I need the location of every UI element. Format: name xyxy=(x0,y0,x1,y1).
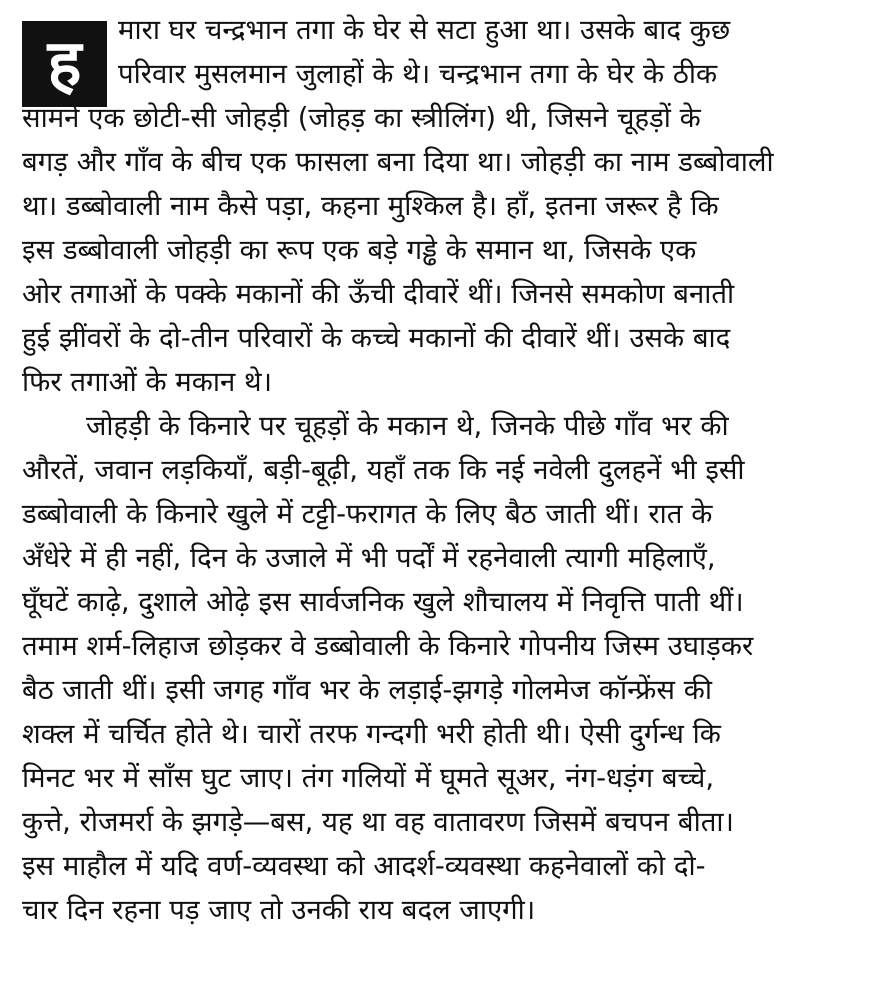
text-line: बगड़ और गाँव के बीच एक फासला बना दिया था। जोहड़ी का नाम डब्बोवाली xyxy=(22,146,774,178)
text-line: बैठ जाती थीं। इसी जगह गाँव भर के लड़ाई-झगड़े गोलमेज कॉन्फ्रेंस की xyxy=(22,674,712,706)
text-line: अँधेरे में ही नहीं, दिन के उजाले में भी पर्दों में रहनेवाली त्यागी महिलाएँ, xyxy=(22,542,716,574)
text-line: मिनट भर में साँस घुट जाए। तंग गलियों में घूमते सूअर, नंग-धड़ंग बच्चे, xyxy=(22,762,715,794)
text-line: सामने एक छोटी-सी जोहड़ी (जोहड़ का स्त्रीलिंग) थी, जिसने चूहड़ों के xyxy=(22,102,701,134)
text-line: परिवार मुसलमान जुलाहों के थे। चन्द्रभान तगा के घेर के ठीक xyxy=(118,58,718,90)
text-line: डब्बोवाली के किनारे खुले में टट्टी-फरागत के लिए बैठ जाती थीं। रात के xyxy=(22,498,713,530)
text-line: मारा घर चन्द्रभान तगा के घेर से सटा हुआ था। उसके बाद कुछ xyxy=(118,14,731,46)
drop-cap-letter: ह xyxy=(22,21,107,107)
text-line: इस माहौल में यदि वर्ण-व्यवस्था को आदर्श-व्यवस्था कहनेवालों को दो- xyxy=(22,850,706,882)
text-line: था। डब्बोवाली नाम कैसे पड़ा, कहना मुश्किल है। हाँ, इतना जरूर है कि xyxy=(22,190,719,222)
text-line: हुई झींवरों के दो-तीन परिवारों के कच्चे मकानों की दीवारें थीं। उसके बाद xyxy=(22,322,731,354)
text-line: कुत्ते, रोजमर्रा के झगड़े—बस, यह था वह वातावरण जिसमें बचपन बीता। xyxy=(22,806,734,838)
text-line: शक्ल में चर्चित होते थे। चारों तरफ गन्दगी भरी होती थी। ऐसी दुर्गन्ध कि xyxy=(22,718,721,750)
text-line: तमाम शर्म-लिहाज छोड़कर वे डब्बोवाली के किनारे गोपनीय जिस्म उघाड़कर xyxy=(22,630,754,662)
text-line: इस डब्बोवाली जोहड़ी का रूप एक बड़े गड्ढे के समान था, जिसके एक xyxy=(22,234,697,266)
text-line: चार दिन रहना पड़ जाए तो उनकी राय बदल जाएगी। xyxy=(22,894,536,926)
text-line: फिर तगाओं के मकान थे। xyxy=(22,366,272,398)
text-line: घूँघटें काढ़े, दुशाले ओढ़े इस सार्वजनिक खुले शौचालय में निवृत्ति पाती थीं। xyxy=(22,586,744,618)
text-line: जोहड़ी के किनारे पर चूहड़ों के मकान थे, जिनके पीछे गाँव भर की xyxy=(86,410,729,442)
text-line: ओर तगाओं के पक्के मकानों की ऊँची दीवारें थीं। जिनसे समकोण बनाती xyxy=(22,278,735,310)
text-line: औरतें, जवान लड़कियाँ, बड़ी-बूढ़ी, यहाँ तक कि नई नवेली दुलहनें भी इसी xyxy=(22,454,745,486)
